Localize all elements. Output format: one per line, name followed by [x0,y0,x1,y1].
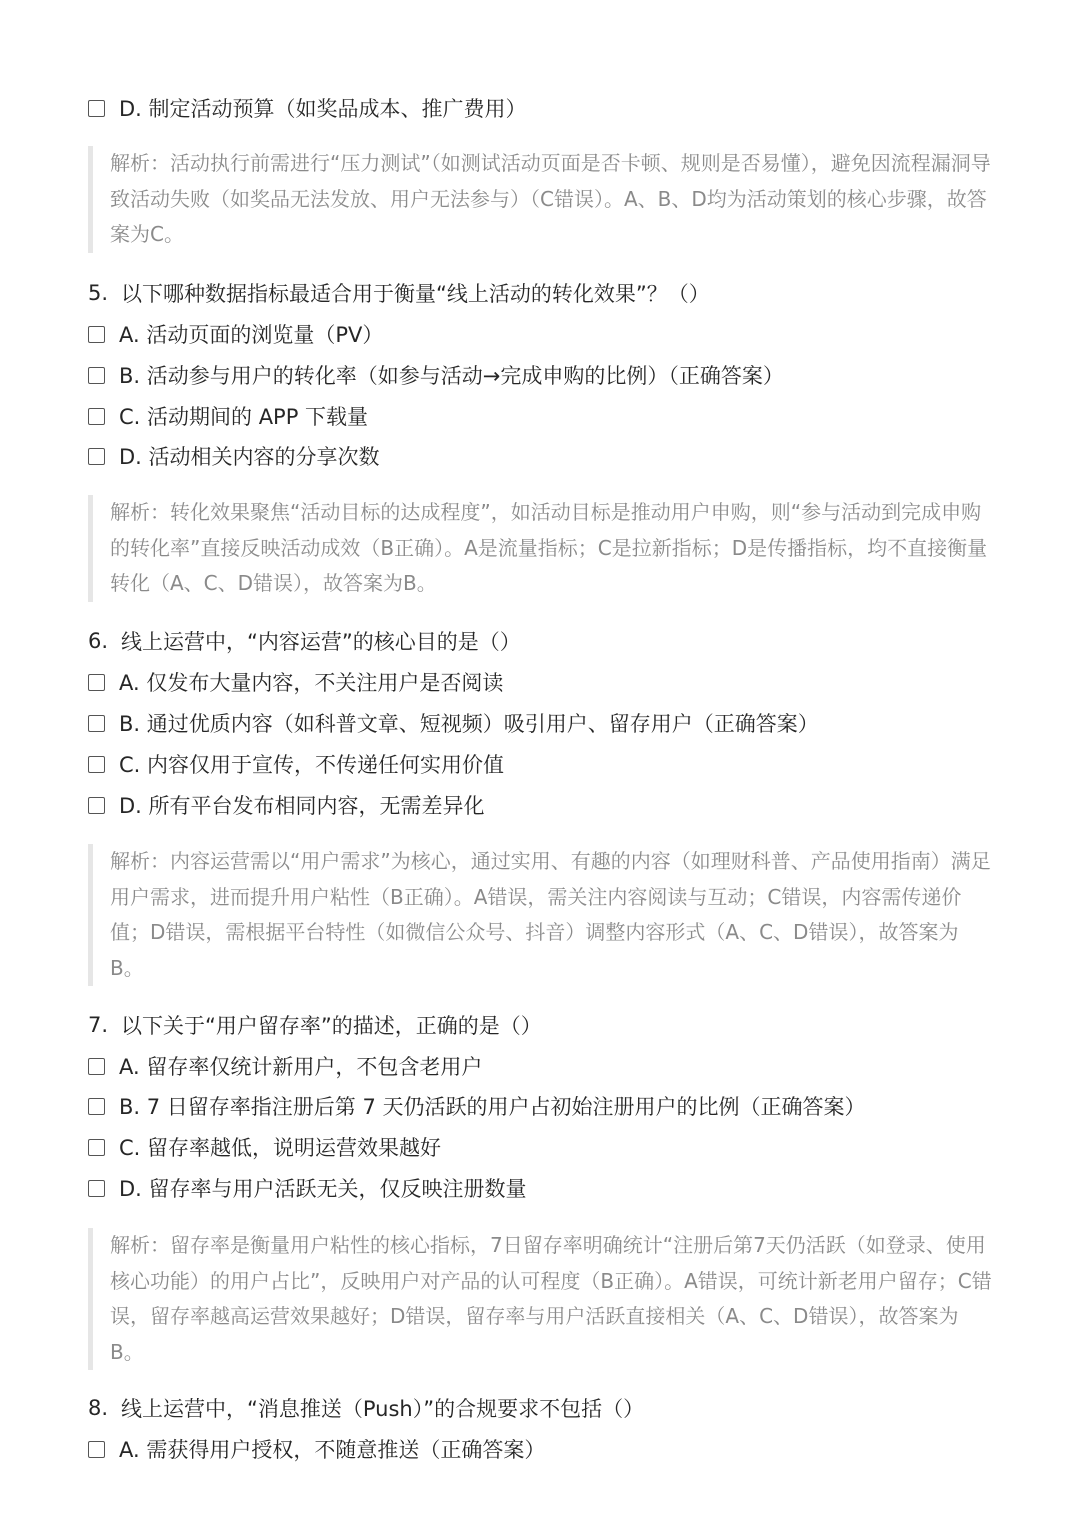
option-label: D. 制定活动预算（如奖品成本、推广费用） [119,97,527,121]
question-text: 线上运营中，“内容运营”的核心目的是（） [121,630,521,654]
q5-option-b[interactable] [88,359,784,391]
q5-option-c[interactable] [88,400,368,432]
question-number: 8. [88,1396,109,1420]
q7-option-d[interactable] [88,1172,527,1204]
checkbox[interactable] [88,1139,105,1156]
option-label: B. 7 日留存率指注册后第 7 天仍活跃的用户占初始注册用户的比例（正确答案） [119,1095,866,1119]
checkbox[interactable] [88,326,105,343]
checkbox[interactable] [88,408,105,425]
q8-option-a[interactable] [88,1433,545,1465]
option-label: A. 留存率仅统计新用户，不包含老用户 [119,1055,483,1079]
q6-analysis [88,844,992,986]
question-text: 以下关于“用户留存率”的描述，正确的是（） [121,1014,542,1038]
checkbox[interactable] [88,797,105,814]
q7-option-b[interactable] [88,1090,866,1122]
q8-title [88,1392,644,1424]
question-number: 7. [88,1013,109,1037]
q6-option-c[interactable] [88,748,504,780]
option-label: A. 活动页面的浏览量（PV） [119,323,384,347]
checkbox[interactable] [88,1058,105,1075]
q5-option-a[interactable] [88,318,383,350]
option-label: C. 留存率越低，说明运营效果越好 [119,1136,442,1160]
question-text: 以下哪种数据指标最适合用于衡量“线上活动的转化效果”？（） [121,282,710,306]
checkbox[interactable] [88,100,105,117]
checkbox[interactable] [88,715,105,732]
checkbox[interactable] [88,1180,105,1197]
option-label: B. 活动参与用户的转化率（如参与活动→完成申购的比例）（正确答案） [119,364,784,388]
question-text: 线上运营中，“消息推送（Push）”的合规要求不包括（） [121,1397,645,1421]
option-label: A. 仅发布大量内容，不关注用户是否阅读 [119,671,504,695]
option-label: D. 活动相关内容的分享次数 [119,445,380,469]
analysis-text: 解析：内容运营需以“用户需求”为核心，通过实用、有趣的内容（如理财科普、产品使用指南）满足用户需求，进而提升用户粘性（B正确）。A错误，需关注内容阅读与互动；C错误，内容需传递价值；D错误，需根据平台特性（如微信公众号、抖音）调整内容形式（A、C、D错误），故答案为B。 [110,849,991,980]
checkbox[interactable] [88,448,105,465]
checkbox[interactable] [88,756,105,773]
q6-option-b[interactable] [88,707,819,739]
question-number: 6. [88,629,109,653]
q7-title [88,1009,542,1041]
checkbox[interactable] [88,367,105,384]
option-label: B. 通过优质内容（如科普文章、短视频）吸引用户、留存用户（正确答案） [119,712,819,736]
option-label: C. 内容仅用于宣传，不传递任何实用价值 [119,753,505,777]
checkbox[interactable] [88,1098,105,1115]
option-label: D. 所有平台发布相同内容，无需差异化 [119,794,485,818]
q7-option-c[interactable] [88,1131,441,1163]
q5-title [88,277,710,309]
checkbox[interactable] [88,674,105,691]
q6-title [88,625,521,657]
q4-option-d[interactable] [88,92,527,124]
question-number: 5. [88,281,109,305]
q5-option-d[interactable] [88,440,380,472]
q6-option-a[interactable] [88,666,503,698]
option-label: A. 需获得用户授权，不随意推送（正确答案） [119,1438,546,1462]
analysis-text: 解析：留存率是衡量用户粘性的核心指标，7日留存率明确统计“注册后第7天仍活跃（如登录、使用核心功能）的用户占比”，反映用户对产品的认可程度（B正确）。A错误，可统计新老用户留存；C错误，留存率越高运营效果越好；D错误，留存率与用户活跃直接相关（A、C、D错误），故答案为B。 [110,1233,992,1364]
checkbox[interactable] [88,1441,105,1458]
q5-analysis [88,495,992,602]
q7-option-a[interactable] [88,1050,482,1082]
option-label: D. 留存率与用户活跃无关，仅反映注册数量 [119,1177,527,1201]
analysis-text: 解析：转化效果聚焦“活动目标的达成程度”，如活动目标是推动用户申购，则“参与活动到完成申购的转化率”直接反映活动成效（B正确）。A是流量指标；C是拉新指标；D是传播指标，均不直接衡量转化（A、C、D错误），故答案为B。 [110,500,988,595]
q6-option-d[interactable] [88,789,485,821]
q4-analysis [88,146,992,253]
q7-analysis [88,1228,992,1370]
option-label: C. 活动期间的 APP 下载量 [119,405,369,429]
analysis-text: 解析：活动执行前需进行“压力测试”（如测试活动页面是否卡顿、规则是否易懂），避免因流程漏洞导致活动失败（如奖品无法发放、用户无法参与）（C错误）。A、B、D均为活动策划的核心步骤，故答案为C。 [110,151,991,246]
